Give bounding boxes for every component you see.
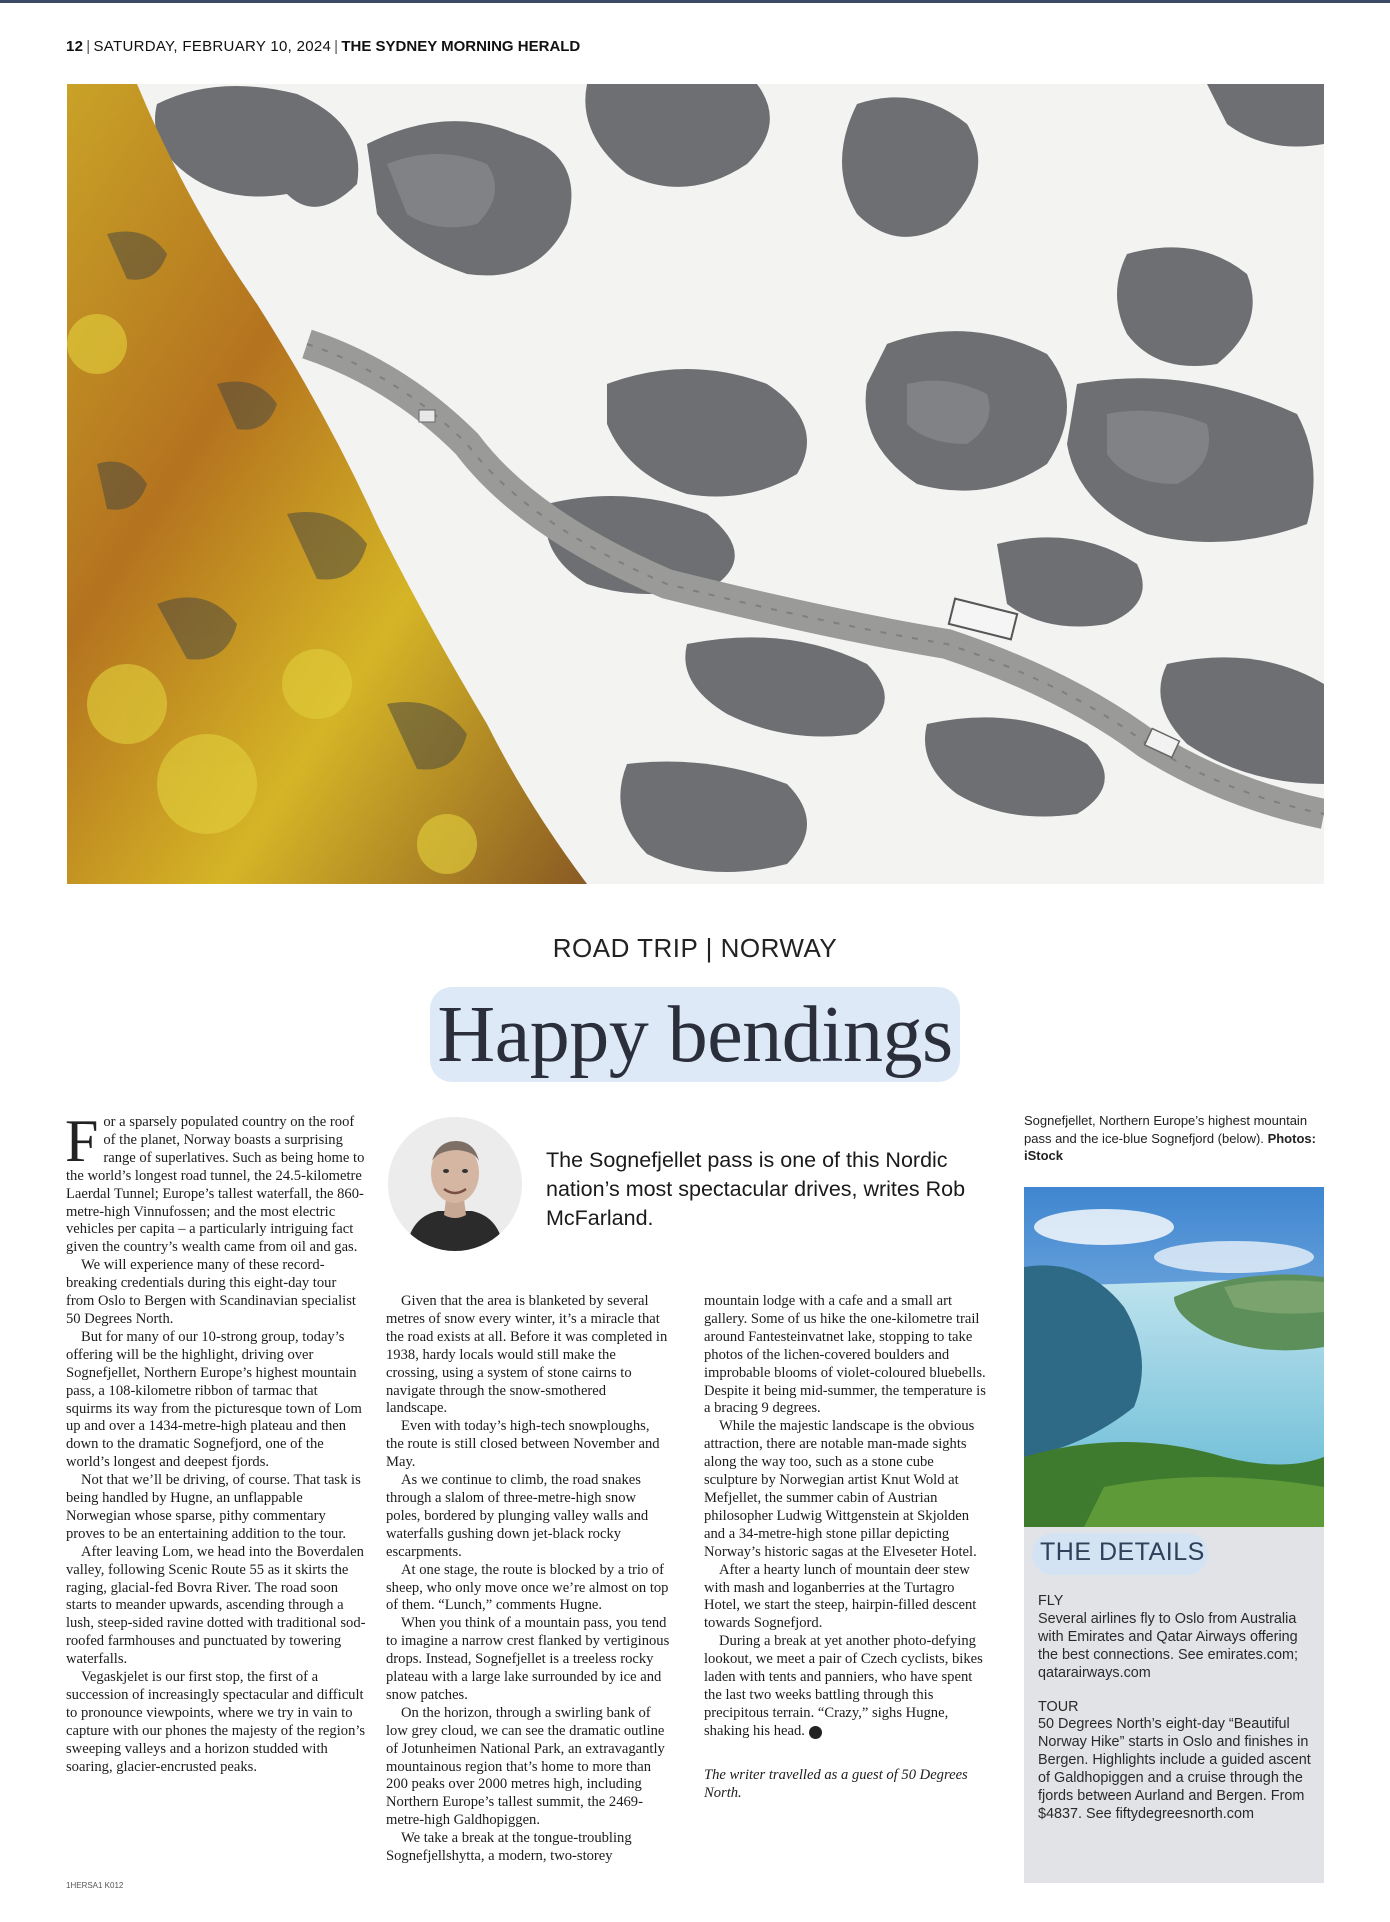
tour-text: 50 Degrees North’s eight-day “Beautiful Norway Hike” starts in Oslo and finishes in Bergen. Highlights include a guided ascent of Galdhopiggen and a cruise through the fjords between Aurland and Bergen. From $4837. See fiftydegreesnorth.com xyxy=(1038,1716,1311,1822)
details-body xyxy=(1038,1593,1320,1824)
article-paragraph: But for many of our 10-strong group, today’s offering will be the highlight, driving over Sognefjellet, Northern Europe’s highest mountain pass, a 108-kilometre ribbon of tarmac that squirms its way from the picturesque town of Lom up and over a 1434-metre-high plateau and then down to the dramatic Sognefjord, one of the world’s longest and deepest fjords. xyxy=(66,1328,362,1471)
article-paragraph: Vegaskjelet is our first stop, the first of a succession of increasingly spectacular and difficult to pronounce viewpoints, where we try in vain to capture with our phones the majesty of the region’s sweeping valleys and a horizon studded with soaring, glacier-encrusted peaks. xyxy=(66,1669,366,1775)
article-paragraph: Not that we’ll be driving, of course. That task is being handled by Hugne, an unflappable Norwegian whose sparse, pithy commentary proves to be an entertaining addition to the tour. xyxy=(66,1472,361,1542)
article-paragraph: On the horizon, through a swirling bank of low grey cloud, we can see the dramatic outline of Jotunheimen National Park, an extravagantly mountainous region that’s home to more than 200 peaks over 2000 metres high, including Northern Europe’s tallest summit, the 2469-metre-high Galdhopiggen. xyxy=(386,1704,665,1829)
page-folio: 12 | SATURDAY, FEBRUARY 10, 2024 | THE SYDNEY MORNING HERALD xyxy=(66,38,581,55)
article-paragraph: Given that the area is blanketed by several metres of snow every winter, it’s a miracle that the road exists at all. Before it was completed in 1938, hardy locals would still make the crossing, using a system of stone cairns to navigate through the snow-smothered landscape. xyxy=(386,1293,668,1417)
details-title: THE DETAILS xyxy=(1040,1538,1205,1566)
page-number: 12 xyxy=(66,38,84,55)
fly-label: FLY xyxy=(1038,1593,1064,1609)
drop-cap: F xyxy=(65,1108,99,1174)
photo-credit: Photos: iStock xyxy=(1024,1130,1316,1163)
article-paragraph: While the majestic landscape is the obvious attraction, there are notable man-made sights along the way too, such as a stone cube sculpture by Norwegian artist Knut Wold at Mefjellet, the summer cabin of Austrian philosopher Ludwig Wittgenstein at Skjolden and a 34-metre-high stone pillar depicting Norway’s historic sagas at the Elveseter Hotel. xyxy=(704,1418,977,1560)
author-portrait xyxy=(388,1117,522,1251)
article-paragraph: When you think of a mountain pass, you tend to imagine a narrow crest flanked by vertiginous drops. Instead, Sognefjellet is a treeless rocky plateau with a large lake surrounded by ice and snow patches. xyxy=(386,1615,670,1703)
article-paragraph: Even with today’s high-tech snowploughs, the route is still closed between November and May. xyxy=(386,1418,660,1471)
article-paragraph: mountain lodge with a cafe and a small art gallery. Some of us hike the one-kilometre trail around Fantesteinvatnet lake, stopping to take photos of the lichen-covered boulders and improbable blooms of violet-coloured bluebells. Despite it being mid-summer, the temperature is a bracing 9 degrees. xyxy=(704,1293,986,1417)
fly-text: Several airlines fly to Oslo from Australia with Emirates and Qatar Airways offering the best connections. See emirates.com; qatarairways.com xyxy=(1038,1610,1298,1681)
article-column-2 xyxy=(386,1293,670,1866)
article-paragraph: We will experience many of these record-breaking credentials during this eight-day tour from Oslo to Bergen with Scandinavian specialist 50 Degrees North. xyxy=(66,1257,356,1327)
article-paragraph: At one stage, the route is blocked by a trio of sheep, who only move once we’re almost on top of them. “Lunch,” comments Hugne. xyxy=(386,1561,669,1614)
caption-text: Sognefjellet, Northern Europe’s highest mountain pass and the ice-blue Sognefjord (below). xyxy=(1024,1113,1308,1146)
fjord-photo xyxy=(1024,1187,1324,1527)
article-paragraph: As we continue to climb, the road snakes through a slalom of three-metre-high snow poles, bordered by plunging valley walls and waterfalls gushing down jet-black rocky escarpments. xyxy=(386,1472,649,1560)
job-code: 1HERSA1 K012 xyxy=(66,1881,124,1890)
issue-date: SATURDAY, FEBRUARY 10, 2024 xyxy=(93,38,332,55)
standfirst: The Sognefjellet pass is one of this Nordic nation’s most spectacular drives, writes Rob McFarland. xyxy=(546,1148,966,1230)
article-paragraph: During a break at yet another photo-defying lookout, we meet a pair of Czech cyclists, bikes laden with tents and panniers, who have spent the last two weeks battling through this precipitous terrain. “Crazy,” sighs Hugne, shaking his head. i xyxy=(704,1633,983,1739)
masthead: THE SYDNEY MORNING HERALD xyxy=(341,38,581,55)
info-icon: i xyxy=(809,1726,822,1739)
top-rule xyxy=(0,0,1390,3)
photo-caption xyxy=(1024,1112,1324,1165)
article-column-3 xyxy=(704,1293,990,1802)
tour-label: TOUR xyxy=(1038,1698,1079,1715)
article-paragraph: After leaving Lom, we head into the Boverdalen valley, following Scenic Route 55 as it skirts the raging, glacial-fed Bovra River. The road soon starts to meander upwards, ascending through a lush, steep-sided ravine dotted with traditional sod-roofed farmhouses and punctuated by towering waterfalls. xyxy=(66,1543,366,1668)
article-paragraph: After a hearty lunch of mountain deer stew with mash and loganberries at the Turtagro Hotel, we start the steep, hairpin-filled descent towards Sognefjord. xyxy=(704,1561,977,1632)
headline: Happy bendings xyxy=(437,991,953,1079)
article-column-1 xyxy=(65,1108,366,1777)
article-paragraph: We take a break at the tongue-troubling Sognefjellshytta, a modern, two-storey xyxy=(386,1830,632,1865)
section-kicker: ROAD TRIP | NORWAY xyxy=(552,933,838,963)
writer-note: The writer travelled as a guest of 50 Degrees North. xyxy=(704,1766,968,1801)
article-paragraph: For a sparsely populated country on the roof of the planet, Norway boasts a surprising range of superlatives. Such as being home to the world’s longest road tunnel, the 24.5-kilometre Laerdal Tunnel; Europe’s tallest waterfall, the 860-metre-high Vinnufossen; and the most electric vehicles per capita – a particularly intriguing fact given the country’s wealth came from oil and gas. xyxy=(65,1108,365,1256)
hero-photo xyxy=(67,84,1324,884)
